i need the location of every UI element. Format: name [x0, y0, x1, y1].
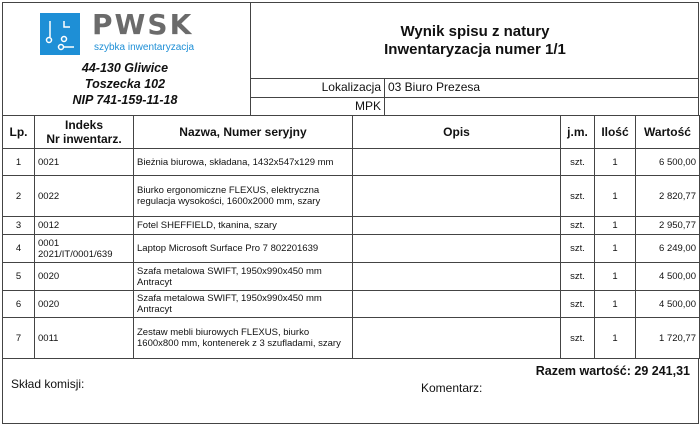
row-value: 4 500,00	[636, 291, 700, 318]
total-value: Razem wartość: 29 241,31	[535, 364, 690, 378]
row-unit: szt.	[561, 176, 595, 217]
table-header-row	[3, 116, 700, 149]
row-index-value: 0020	[38, 298, 60, 310]
row-desc	[353, 149, 561, 176]
row-value: 6 500,00	[636, 149, 700, 176]
row-qty: 1	[595, 318, 636, 359]
col-qty: Ilość	[595, 116, 636, 149]
row-qty: 1	[595, 217, 636, 235]
row-unit: szt.	[561, 291, 595, 318]
row-unit: szt.	[561, 235, 595, 263]
table-row	[3, 318, 700, 359]
row-name: Szafa metalowa SWIFT, 1950x990x450 mm Antracyt	[134, 291, 353, 318]
logo-icon	[40, 13, 80, 55]
row-unit: szt.	[561, 318, 595, 359]
mpk-label: MPK	[354, 99, 381, 113]
row-index	[35, 217, 134, 235]
table-row	[3, 217, 700, 235]
table-row	[3, 263, 700, 291]
table-row	[3, 176, 700, 217]
row-desc	[353, 217, 561, 235]
row-desc	[353, 176, 561, 217]
table-and-footer	[2, 115, 699, 424]
divider	[250, 97, 699, 98]
row-qty: 1	[595, 263, 636, 291]
row-name: Laptop Microsoft Surface Pro 7 802201639	[134, 235, 353, 263]
table-row	[3, 149, 700, 176]
row-desc	[353, 291, 561, 318]
row-index	[35, 263, 134, 291]
row-desc	[353, 235, 561, 263]
col-desc: Opis	[353, 116, 561, 149]
row-name: Bieżnia biurowa, składana, 1432x547x129 mm	[134, 149, 353, 176]
row-qty: 1	[595, 235, 636, 263]
location-value: 03 Biuro Prezesa	[388, 80, 481, 94]
row-index	[35, 176, 134, 217]
comment-label: Komentarz:	[421, 381, 483, 395]
row-index-value: 0020	[38, 271, 60, 282]
row-lp: 5	[3, 263, 35, 291]
col-unit: j.m.	[561, 116, 595, 149]
table-row	[3, 291, 700, 318]
row-lp: 3	[3, 217, 35, 235]
committee-label: Skład komisji:	[11, 377, 85, 391]
row-index-value: 0001	[38, 237, 60, 249]
row-index	[35, 235, 134, 263]
row-index	[35, 149, 134, 176]
col-index-line1: Indeks	[64, 118, 103, 132]
row-desc	[353, 318, 561, 359]
brand-tagline: szybka inwentaryzacja	[94, 42, 195, 53]
row-unit: szt.	[561, 149, 595, 176]
row-value: 2 820,77	[636, 176, 700, 217]
col-name: Nazwa, Numer seryjny	[134, 116, 353, 149]
row-value: 2 950,77	[636, 217, 700, 235]
row-qty: 1	[595, 291, 636, 318]
col-value: Wartość	[636, 116, 700, 149]
location-label: Lokalizacja	[321, 80, 381, 94]
row-unit: szt.	[561, 217, 595, 235]
row-name: Szafa metalowa SWIFT, 1950x990x450 mm Antracyt	[134, 263, 353, 291]
company-street: Toszecka 102	[84, 77, 166, 91]
document-title: Wynik spisu z natury	[400, 23, 550, 40]
divider	[250, 78, 699, 79]
row-name: Zestaw mebli biurowych FLEXUS, biurko 1600x800 mm, kontenerek z 3 szufladami, szary	[134, 318, 353, 359]
company-city: 44-130 Gliwice	[81, 61, 169, 75]
document-subtitle: Inwentaryzacja numer 1/1	[384, 41, 566, 58]
footer-frame	[2, 359, 699, 424]
row-index-secondary: 2021/IT/0001/639	[38, 248, 113, 260]
table-row	[3, 235, 700, 263]
divider	[384, 78, 385, 115]
row-qty: 1	[595, 176, 636, 217]
company-nip: NIP 741-159-11-18	[72, 93, 178, 107]
row-value: 6 249,00	[636, 235, 700, 263]
row-lp: 6	[3, 291, 35, 318]
col-index-line2: Nr inwentarz.	[46, 132, 122, 146]
row-lp: 7	[3, 318, 35, 359]
col-index	[35, 116, 134, 149]
row-index	[35, 318, 134, 359]
row-name: Fotel SHEFFIELD, tkanina, szary	[134, 217, 353, 235]
row-index-value: 0022	[38, 190, 60, 202]
row-name: Biurko ergonomiczne FLEXUS, elektryczna regulacja wysokości, 1600x2000 mm, szary	[134, 176, 353, 217]
row-index	[35, 291, 134, 318]
row-index-value: 0011	[38, 332, 59, 344]
col-lp: Lp.	[3, 116, 35, 149]
row-unit: szt.	[561, 263, 595, 291]
row-desc	[353, 263, 561, 291]
row-index-value: 0012	[38, 220, 60, 231]
row-lp: 1	[3, 149, 35, 176]
row-value: 4 500,00	[636, 263, 700, 291]
row-value: 1 720,77	[636, 318, 700, 359]
row-lp: 2	[3, 176, 35, 217]
brand-logo-text: PWSK	[92, 8, 194, 41]
row-qty: 1	[595, 149, 636, 176]
inventory-table	[2, 115, 700, 359]
row-index-value: 0021	[38, 156, 60, 168]
row-lp: 4	[3, 235, 35, 263]
